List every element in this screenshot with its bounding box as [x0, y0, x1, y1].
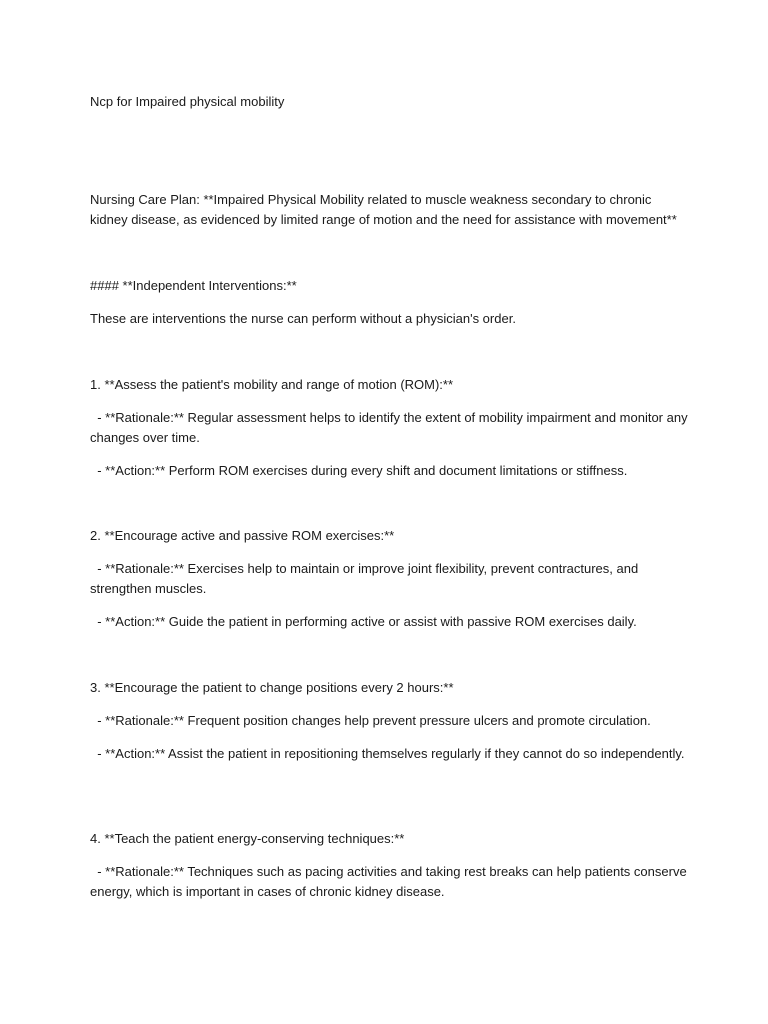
section-intro: These are interventions the nurse can perform without a physician's order.	[90, 311, 516, 326]
intervention-2-action: - **Action:** Guide the patient in performing active or assist with passive ROM exercises daily.	[90, 614, 637, 629]
intervention-2-heading: 2. **Encourage active and passive ROM exercises:**	[90, 528, 395, 543]
care-plan-statement: Nursing Care Plan: **Impaired Physical Mobility related to muscle weakness secondary to chronic kidney disease, as evidenced by limited range of motion and the need for assistance with movement**	[90, 192, 677, 227]
intervention-1-action: - **Action:** Perform ROM exercises during every shift and document limitations or stiffness.	[90, 463, 628, 478]
intervention-4-rationale: - **Rationale:** Techniques such as pacing activities and taking rest breaks can help patients conserve energy, which is important in cases of chronic kidney disease.	[90, 864, 691, 899]
intervention-1-heading: 1. **Assess the patient's mobility and range of motion (ROM):**	[90, 377, 454, 392]
intervention-3-heading: 3. **Encourage the patient to change positions every 2 hours:**	[90, 680, 454, 695]
intervention-1-rationale: - **Rationale:** Regular assessment helps to identify the extent of mobility impairment and monitor any changes over time.	[90, 410, 692, 445]
document-title: Ncp for Impaired physical mobility	[90, 94, 285, 109]
intervention-4-heading: 4. **Teach the patient energy-conserving techniques:**	[90, 831, 405, 846]
intervention-3-rationale: - **Rationale:** Frequent position changes help prevent pressure ulcers and promote circulation.	[90, 713, 651, 728]
intervention-2-rationale: - **Rationale:** Exercises help to maintain or improve joint flexibility, prevent contractures, and strengthen muscles.	[90, 561, 642, 596]
section-heading: #### **Independent Interventions:**	[90, 278, 297, 293]
intervention-3-action: - **Action:** Assist the patient in repositioning themselves regularly if they cannot do so independently.	[90, 746, 685, 761]
